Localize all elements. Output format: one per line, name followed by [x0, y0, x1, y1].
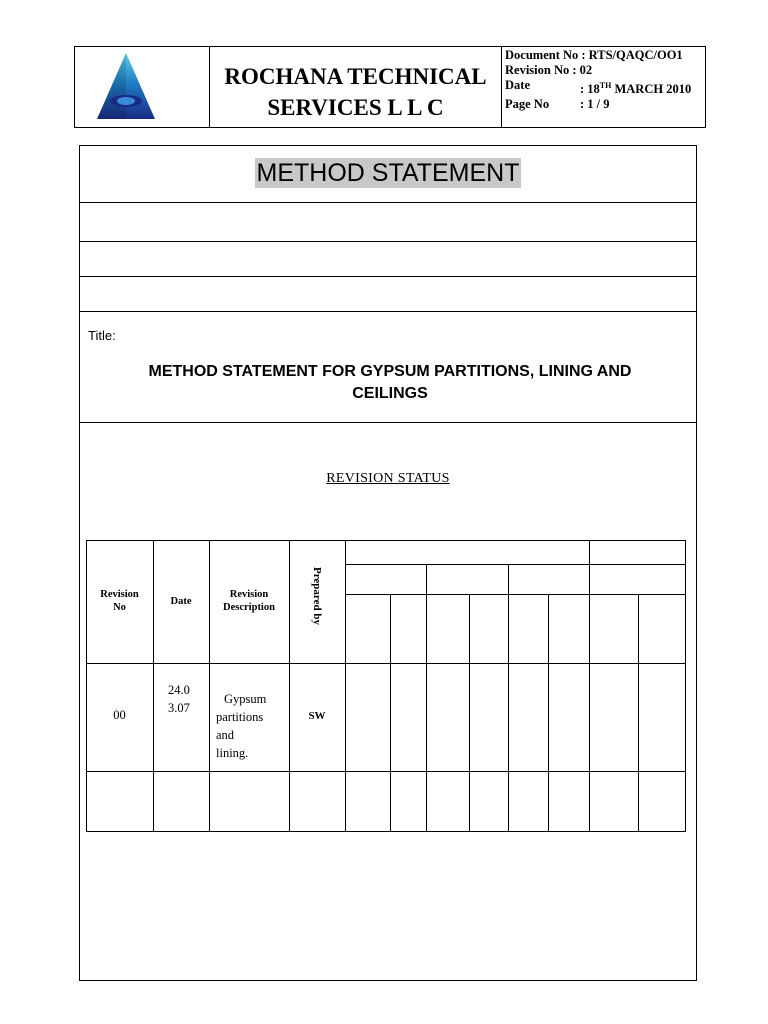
page-value: : 1 / 9	[580, 97, 610, 112]
revision-table	[86, 540, 686, 832]
cell-revision-no: 00	[113, 708, 126, 722]
title-label: Title:	[88, 328, 116, 343]
column-header-description: Revision Description	[223, 589, 275, 613]
document-header	[74, 46, 706, 128]
cell-prepared-by: SW	[308, 710, 326, 722]
column-header-revision-no: Revision No	[100, 589, 139, 613]
divider	[80, 422, 696, 423]
logo-cell	[75, 47, 210, 127]
date-label: Date	[505, 78, 530, 92]
page-label: Page No	[505, 97, 550, 112]
column-header-date: Date	[170, 596, 192, 607]
company-name-line2: SERVICES L L C	[267, 95, 444, 120]
page-title: METHOD STATEMENT	[256, 159, 520, 187]
document-title: METHOD STATEMENT FOR GYPSUM PARTITIONS, LINING AND CEILINGS	[148, 363, 632, 402]
method-statement-frame	[79, 145, 697, 981]
date-value: : 18TH MARCH 2010	[580, 81, 692, 97]
column-header-prepared-by: Prepared by	[311, 567, 323, 625]
divider	[80, 241, 696, 242]
company-name-line1: ROCHANA TECHNICAL	[224, 64, 487, 89]
document-date	[505, 78, 705, 97]
divider	[80, 202, 696, 203]
page-number	[505, 97, 705, 112]
revision-status-heading: REVISION STATUS	[326, 471, 450, 486]
revision-number: Revision No : 02	[505, 63, 593, 77]
cell-date: 24.0 3.07	[168, 683, 190, 715]
cell-description: Gypsum partitions and lining.	[216, 692, 267, 760]
document-number: Document No : RTS/QAQC/OO1	[505, 48, 683, 62]
company-name	[210, 47, 502, 127]
document-info	[502, 47, 705, 127]
divider	[80, 311, 696, 312]
divider	[80, 276, 696, 277]
company-logo-icon	[93, 51, 159, 123]
